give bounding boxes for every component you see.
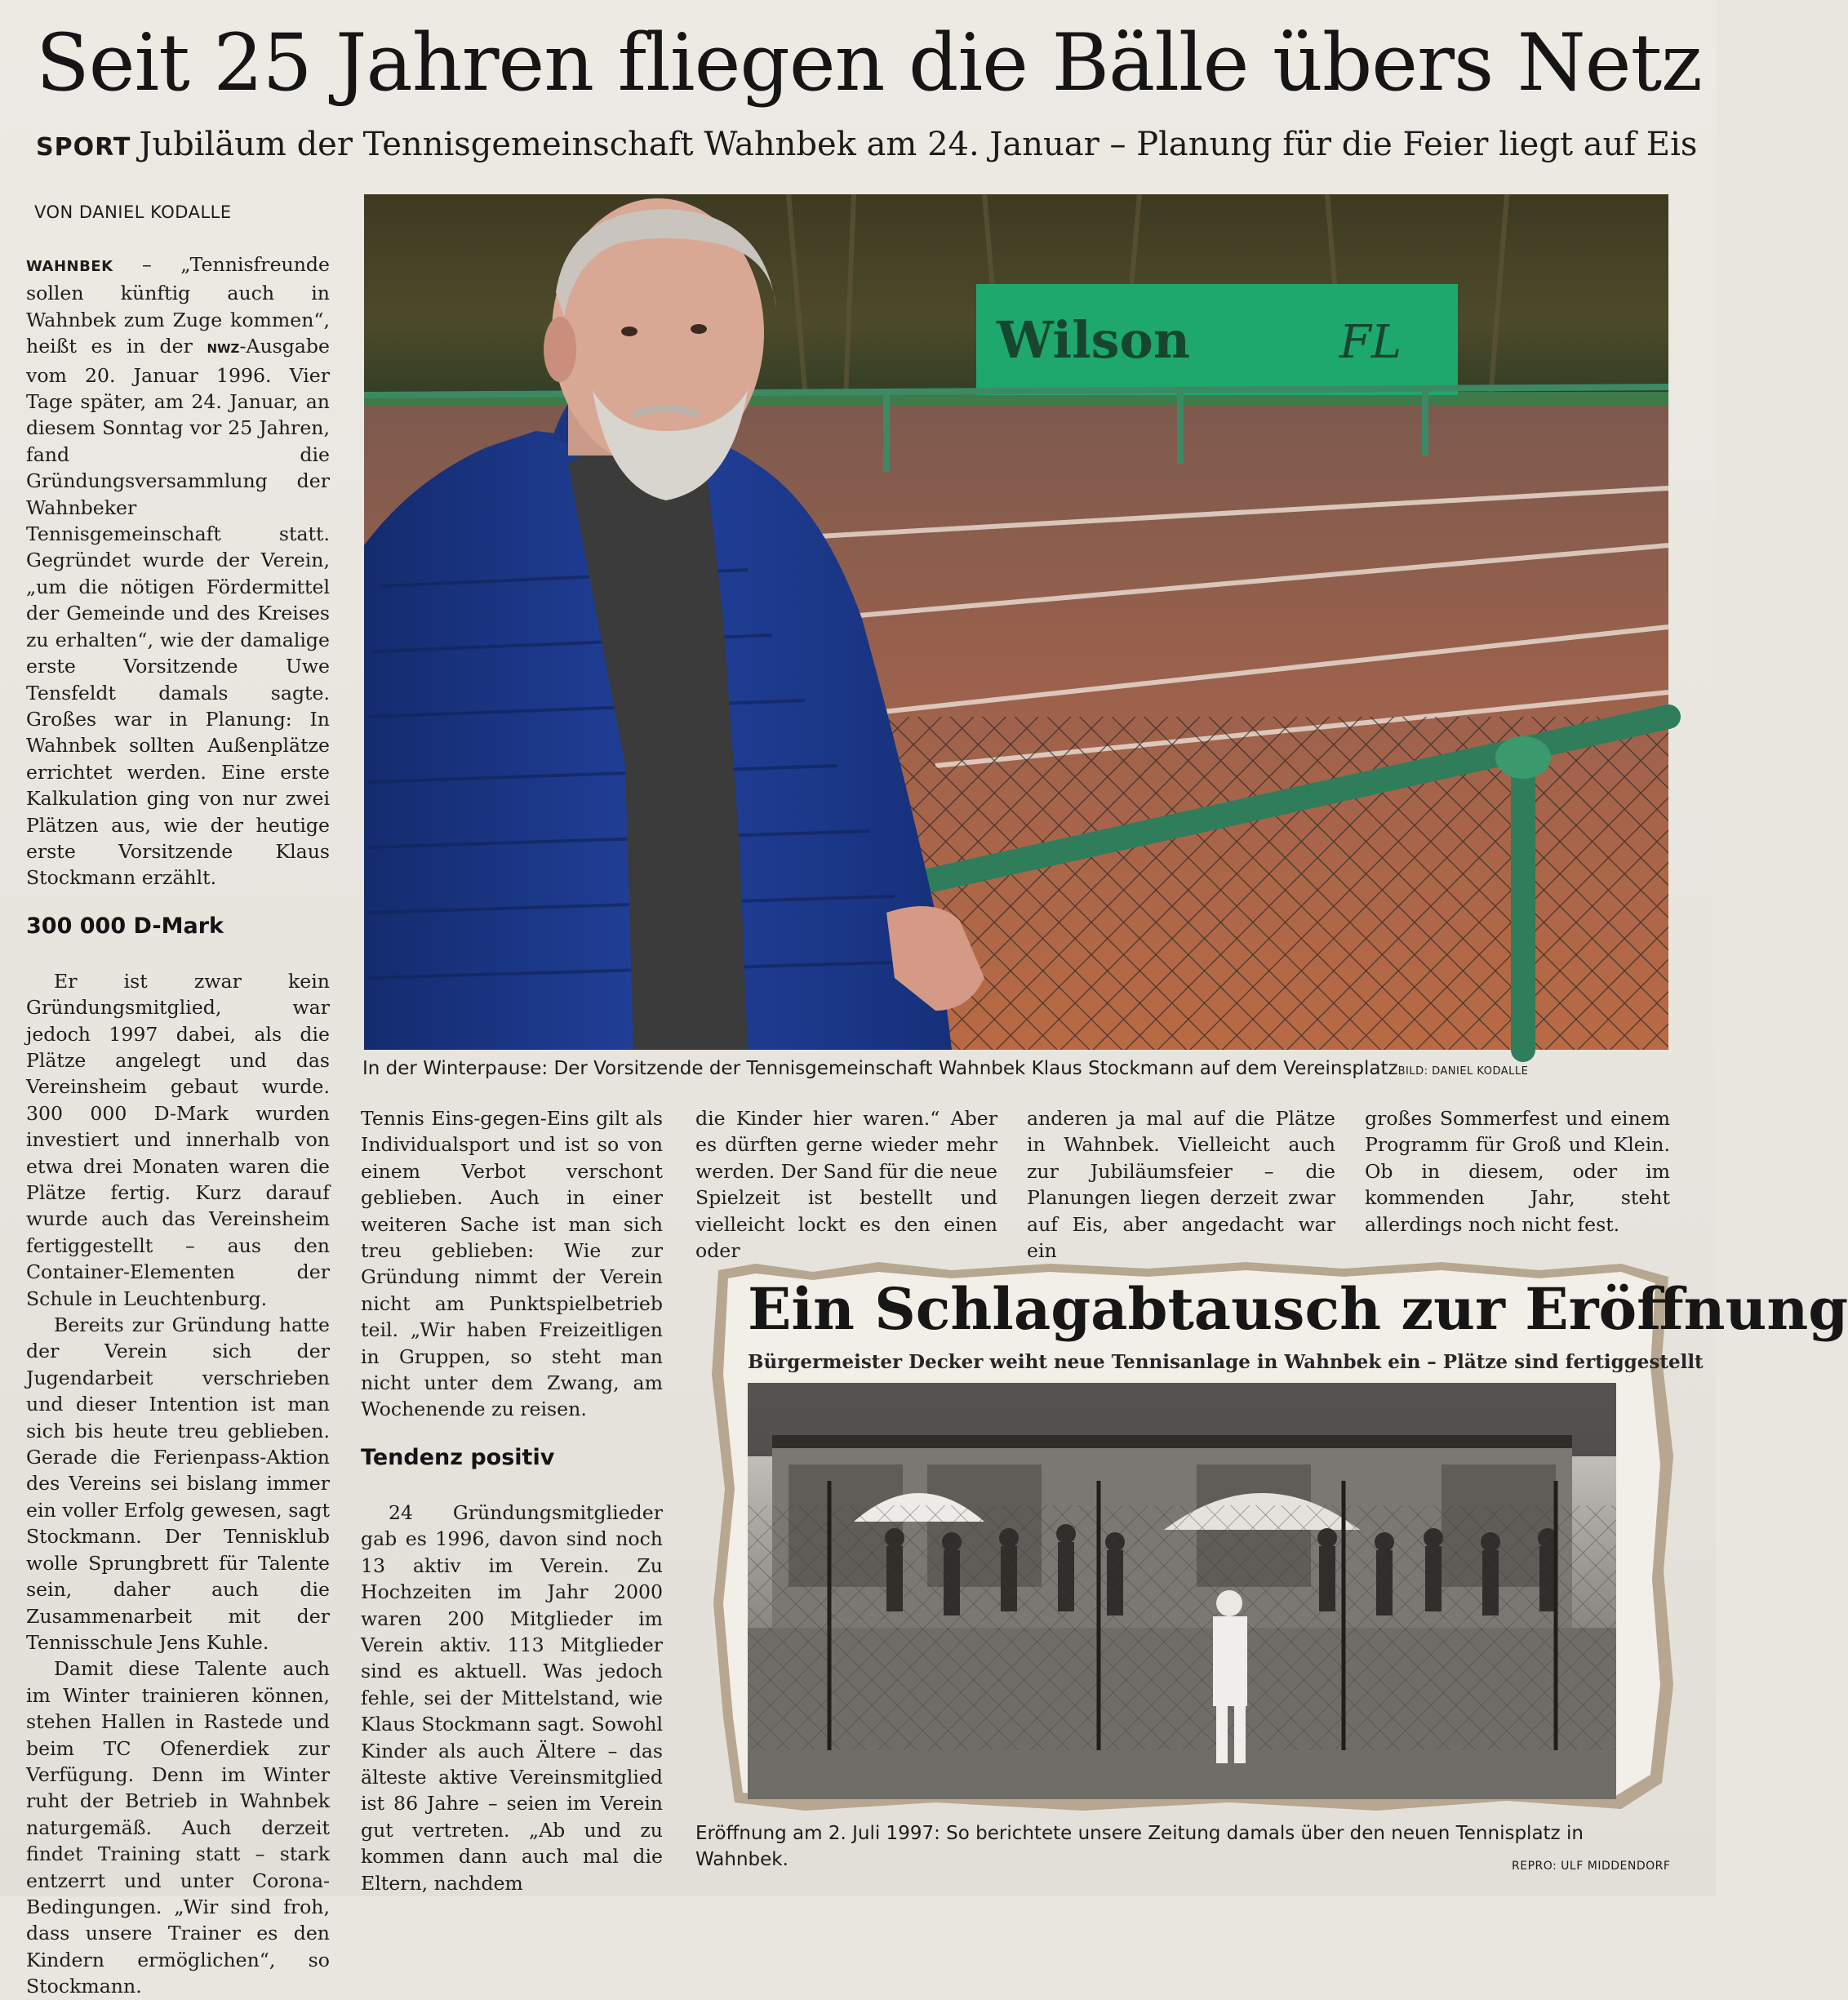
photo-caption-text: In der Winterpause: Der Vorsitzende der Tennisgemeinschaft Wahnbek Klaus Stockmann auf dem Vereinsplatz — [362, 1058, 1398, 1079]
subheading: 300 000 D-Mark — [26, 913, 224, 939]
paragraph: anderen ja mal auf die Plätze in Wahnbek. Vielleicht auch zur Jubiläumsfeier – die Planungen liegen derzeit zwar auf Eis, aber angedacht war ein — [1027, 1107, 1335, 1263]
clipping-headline: Ein Schlagabtausch zur Eröffnung — [748, 1275, 1848, 1343]
paragraph: 24 Gründungsmitglieder gab es 1996, davon sind noch 13 aktiv im Verein. Zu Hochzeiten im Jahr 2000 waren 200 Mitglieder im Verein aktiv. 113 Mitglieder sind es aktuell. Was jedoch fehle, sei der Mittelstand, wie Klaus Stockmann sagt. Sowohl Kinder als auch Ältere – das älteste aktive Vereinsmitglied ist 86 Jahre – seien im Verein gut vertreten. „Ab und zu kommen dann auch mal die Eltern, nachdem — [361, 1500, 663, 1895]
clipping-caption: Eröffnung am 2. Juli 1997: So berichtete unsere Zeitung damals über den neuen Tennisplatz in Wahnbek. — [695, 1823, 1584, 1870]
clipping-text — [707, 1260, 1848, 1812]
subheadline-text: Jubiläum der Tennisgemeinschaft Wahnbek am 24. Januar – Planung für die Feier liegt auf Eis — [139, 126, 1698, 163]
photo-caption — [362, 1056, 1668, 1084]
paragraph: Tennis Eins-gegen-Eins gilt als Individualsport und ist so von einem Verbot verschont geblieben. Auch in einer weiteren Sache ist man sich treu geblieben: Wie zur Gründung nimmt der Verein nicht am Punktspielbetrieb teil. „Wir haben Freizeitligen in Gruppen, so steht man nicht unter dem Zwang, am Wochenende zu reisen. — [361, 1107, 663, 1421]
clipping-subheadline: Bürgermeister Decker weiht neue Tennisanlage in Wahnbek ein – Plätze sind fertiggestellt — [748, 1351, 1704, 1373]
section-kicker: SPORT — [36, 133, 131, 162]
paragraph: die Kinder hier waren.“ Aber es dürften gerne wieder mehr werden. Der Sand für die neue Spielzeit ist bestellt und vielleicht lockt es den einen oder — [695, 1107, 997, 1263]
banner-brand-text: Wilson — [997, 310, 1190, 370]
paragraph — [26, 251, 330, 891]
paragraph-text: -Ausgabe vom 20. Januar 1996. Vier Tage später, am 24. Januar, an diesem Sonntag vor 25 Jahren, fand die Gründungsversammlung der Wahnbeker Tennisgemeinschaft statt. Gegründet wurde der Verein, „um die nötigen Fördermittel der Gemeinde und des Kreises zu erhalten“, wie der damalige erste Vorsitzende Uwe Tensfeldt damals sagte. Großes war in Planung: In Wahnbek sollten Außenplätze errichtet werden. Eine erste Kalkulation ging von nur zwei Plätzen aus, wie der heutige erste Vorsitzende Klaus Stockmann erzählt. — [26, 335, 330, 890]
subheading: Tendenz positiv — [361, 1444, 555, 1470]
dateline: WAHNBEK — [26, 258, 113, 275]
article-column-3 — [695, 1105, 997, 1264]
historic-clipping — [707, 1260, 1848, 1812]
article-column-4 — [1027, 1105, 1335, 1264]
tennis-court-illustration — [364, 194, 1668, 1050]
paragraph: Bereits zur Gründung hatte der Verein sich der Jugendarbeit verschrieben und dieser Intention ist man sich bis heute treu geblieben. Gerade die Ferienpass-Aktion des Vereins sei bislang immer ein voller Erfolg gewesen, sagt Stockmann. Der Tennisklub wolle Sprungbrett für Talente sein, daher auch die Zusammenarbeit mit der Tennisschule Jens Kuhle. — [26, 1313, 330, 1654]
photo-credit: BILD: DANIEL KODALLE — [1397, 1065, 1529, 1078]
paragraph: Er ist zwar kein Gründungsmitglied, war jedoch 1997 dabei, als die Plätze angelegt und das Vereinsheim gebaut wurde. 300 000 D-Mark wurden investiert und innerhalb von etwa drei Monaten waren die Plätze fertig. Kurz darauf wurde auch das Vereinsheim fertiggestellt – aus den Container-Elementen der Schule in Leuchtenburg. — [26, 969, 330, 1310]
article-column-5 — [1365, 1105, 1670, 1238]
article-headline: Seit 25 Jahren fliegen die Bälle übers Netz — [36, 17, 1702, 109]
svg-text:FL: FL — [1339, 316, 1402, 369]
paragraph-text: – „Tennisfreunde sollen künftig auch in Wahnbek zum Zuge kommen“, heißt es in der — [26, 253, 330, 358]
article-subheadline — [36, 124, 1698, 168]
byline: VON DANIEL KODALLE — [34, 202, 232, 222]
paragraph: großes Sommerfest und einem Programm für Groß und Klein. Ob in diesem, oder im kommenden Jahr, steht allerdings noch nicht fest. — [1365, 1107, 1670, 1236]
paragraph: Damit diese Talente auch im Winter trainieren können, stehen Hallen in Rastede und beim TC Ofenerdiek zur Verfügung. Denn im Winter ruht der Betrieb in Wahnbek naturgemäß. Auch derzeit findet Training statt – stark entzerrt und unter Corona-Bedingungen. „Wir sind froh, dass unsere Trainer es den Kindern ermöglichen“, so Stockmann. — [26, 1657, 330, 1998]
main-photo — [364, 194, 1668, 1050]
article-column-1 — [26, 251, 330, 2000]
clipping-credit: REPRO: ULF MIDDENDORF — [1512, 1860, 1671, 1873]
article-column-2 — [361, 1105, 663, 1896]
nwz-logo-text: NWZ — [207, 341, 240, 357]
